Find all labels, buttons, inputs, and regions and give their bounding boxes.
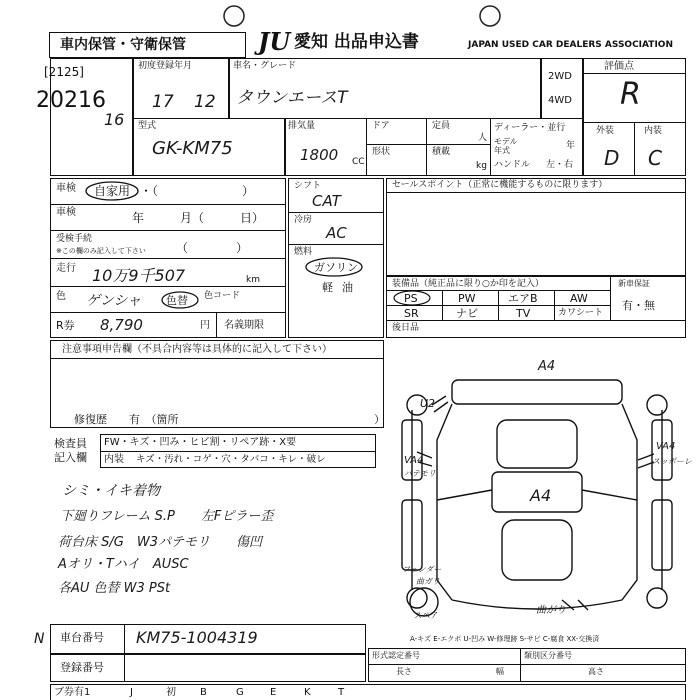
first-reg-year: 17 xyxy=(152,92,174,112)
mileage-value: 10万9千507 xyxy=(92,266,186,285)
bottom-item-g: G xyxy=(236,687,244,698)
recv-note: ※この欄のみ記入して下さい xyxy=(56,247,146,255)
meigi-label: 名義期限 xyxy=(224,320,264,331)
handwritten-line-4: Aオリ・Tハイ AUSC xyxy=(58,557,189,572)
year-style-label: 年式 xyxy=(494,146,510,155)
sales-point-label: セールスポイント（正常に機能するものに限ります） xyxy=(392,180,608,190)
fuel-light: 軽 xyxy=(322,281,333,294)
color-value: ゲンシャ xyxy=(86,293,142,309)
model-type-label: 型式 xyxy=(138,121,157,131)
bottom-item-t: T xyxy=(338,687,345,698)
displacement-value: 1800 xyxy=(300,146,339,164)
rear-label: 後日品 xyxy=(392,323,420,333)
bottom-item-k: K xyxy=(304,687,311,698)
interior-label: 内装 xyxy=(644,126,663,136)
car-name-value: タウンエースT xyxy=(236,88,348,108)
handwritten-line-1: シミ・イキ着物 xyxy=(62,483,160,499)
inspector-line-2: キズ・汚れ・コゲ・穴・タバコ・キレ・破レ xyxy=(136,454,326,465)
handwritten-line-2: 下廻りフレーム S.P 左Fピラー歪 xyxy=(60,509,274,524)
displacement-label: 排気量 xyxy=(288,121,316,131)
diagram-va4-left: VA4 xyxy=(404,455,424,466)
recv-bracket: （ ） xyxy=(176,241,249,255)
diagram-fender: フェンダー xyxy=(402,565,442,574)
expiry-ymd: 年 月（ 日） xyxy=(132,211,265,225)
shift-value: CAT xyxy=(312,192,341,210)
cert-label: 形式認定番号 xyxy=(372,651,420,660)
main-form-frame xyxy=(50,58,686,176)
cert-length: 長さ xyxy=(396,667,412,676)
diagram-patemori: パテモリ xyxy=(404,469,436,478)
lot-number: 20216 xyxy=(36,88,106,113)
form-title: 愛知 出品申込書 xyxy=(294,32,419,52)
dealer-label: ディーラー・並行 xyxy=(494,123,566,133)
inspector-line-1: FW・キズ・凹み・ヒビ割・リペア跡・X要 xyxy=(104,437,297,448)
cert-category: 類別区分番号 xyxy=(524,651,572,660)
shape-label: 形状 xyxy=(372,147,391,157)
new-warranty-value: 有・無 xyxy=(622,299,655,312)
recycle-label: R券 xyxy=(56,319,75,332)
storage-label: 車内保管・守衛保管 xyxy=(60,37,186,53)
recycle-unit: 円 xyxy=(200,320,210,331)
person-unit: 人 xyxy=(478,133,488,143)
bottom-item-j: J xyxy=(130,687,133,698)
diagram-u2: U2 xyxy=(420,397,436,410)
bottom-item-sho: 初 xyxy=(166,687,176,698)
handwritten-line-5: 各AU 色替 W3 PSt xyxy=(58,581,171,596)
equip-aw: AW xyxy=(570,292,588,305)
ju-logo: JU xyxy=(258,27,291,56)
association-name: JAPAN USED CAR DEALERS ASSOCIATION xyxy=(468,40,673,50)
inspector-label-2: 記入欄 xyxy=(54,451,87,464)
year-unit: 年 xyxy=(566,141,576,151)
reg-label: 登録番号 xyxy=(60,661,104,674)
new-warranty-label: 新車保証 xyxy=(618,279,650,288)
inspector-label-1: 検査員 xyxy=(54,437,87,450)
inspection-value: 自家用 xyxy=(94,184,131,198)
aircon-value: AC xyxy=(326,224,347,242)
diagram-spare: スペア xyxy=(414,611,438,620)
notes-label: 注意事項申告欄（不具合内容等は具体的に記入して下さい） xyxy=(62,344,332,355)
model-type-value: GK-KM75 xyxy=(152,138,233,159)
car-name-label: 車名・グレード xyxy=(233,61,297,71)
equip-leather: カワシート xyxy=(558,308,604,318)
diagram-va4-right: VA4 xyxy=(656,441,676,452)
equipment-label: 装備品（純正品に限り○か印を記入） xyxy=(392,279,544,289)
equip-airbag: エアB xyxy=(508,292,538,305)
shift-label: シフト xyxy=(294,181,322,191)
aircon-label: 冷房 xyxy=(294,215,313,225)
color-change: 色替 xyxy=(166,294,188,307)
punch-hole-icon xyxy=(222,4,246,28)
handle-lr: 左・右 xyxy=(546,160,574,170)
bottom-label: ブ券有1 xyxy=(54,687,91,698)
punch-hole-icon xyxy=(478,4,502,28)
vin-value: KM75-1004319 xyxy=(136,628,258,647)
inspection-label: 車検 xyxy=(56,183,76,194)
door-label: ドア xyxy=(372,121,390,131)
first-reg-month: 12 xyxy=(194,92,216,112)
bottom-item-b: B xyxy=(200,687,207,698)
cert-width: 幅 xyxy=(496,667,504,676)
equip-ps: PS xyxy=(404,292,418,305)
color-label: 色 xyxy=(56,291,66,302)
diagram-spare-curve: 曲がり xyxy=(536,605,566,616)
equip-pw: PW xyxy=(458,292,476,305)
bottom-item-e: E xyxy=(270,687,277,698)
diagram-a4-top: A4 xyxy=(538,359,556,374)
color-code-label: 色コード xyxy=(204,291,241,301)
interior-grade: C xyxy=(648,146,662,170)
handle-label: ハンドル xyxy=(494,160,531,170)
exterior-grade: D xyxy=(604,146,620,170)
diagram-magari: 曲ガリ xyxy=(416,577,440,586)
inspector-line-2-label: 内装 xyxy=(104,454,124,465)
margin-mark: N xyxy=(34,631,45,647)
load-label: 積載 xyxy=(432,147,451,157)
displacement-unit: CC xyxy=(352,157,365,167)
first-reg-label: 初度登録年月 xyxy=(138,61,193,71)
kg-unit: kg xyxy=(476,161,487,171)
rating-label: 評価点 xyxy=(604,61,634,72)
exterior-label: 外装 xyxy=(596,126,615,136)
equip-tv: TV xyxy=(516,307,531,320)
recv-label: 受検手続 xyxy=(56,234,93,244)
repair-label: 修復歴 有 （箇所 xyxy=(74,413,179,426)
inspection-rest: ・（ ） xyxy=(140,184,255,198)
mileage-unit: km xyxy=(246,275,260,285)
handwritten-line-3: 荷台床 S/G W3パテモリ 傷凹 xyxy=(58,535,262,550)
equip-navi: ナビ xyxy=(456,307,478,320)
expiry-label: 車検 xyxy=(56,207,76,218)
repair-bracket: ） xyxy=(374,413,385,426)
fuel-label: 燃料 xyxy=(294,247,313,257)
lot-divider xyxy=(132,58,134,176)
fuel-oil: 油 xyxy=(342,281,353,294)
diagram-a4-center: A4 xyxy=(530,486,552,505)
rating-value: R xyxy=(620,77,641,112)
damage-legend: A-キズ E-エクボ U-凹み W-修理跡 S-サビ C-腐食 XX-交換済 xyxy=(410,635,600,643)
lot-code: [2125] xyxy=(44,65,84,79)
cert-height: 高さ xyxy=(588,667,604,676)
capacity-label: 定員 xyxy=(432,121,451,131)
vin-label: 車台番号 xyxy=(60,631,104,644)
drive-2wd: 2WD xyxy=(548,71,572,82)
lot-sub: 16 xyxy=(104,110,125,129)
model-year-label: モデル xyxy=(494,137,518,146)
mileage-label: 走行 xyxy=(56,263,76,274)
equip-sr: SR xyxy=(404,307,419,320)
recycle-value: 8,790 xyxy=(100,316,143,334)
fuel-value: ガソリン xyxy=(314,261,358,274)
drive-4wd: 4WD xyxy=(548,95,572,106)
bottom-row xyxy=(50,684,686,700)
diagram-suppore: スッポーレ xyxy=(652,457,692,466)
